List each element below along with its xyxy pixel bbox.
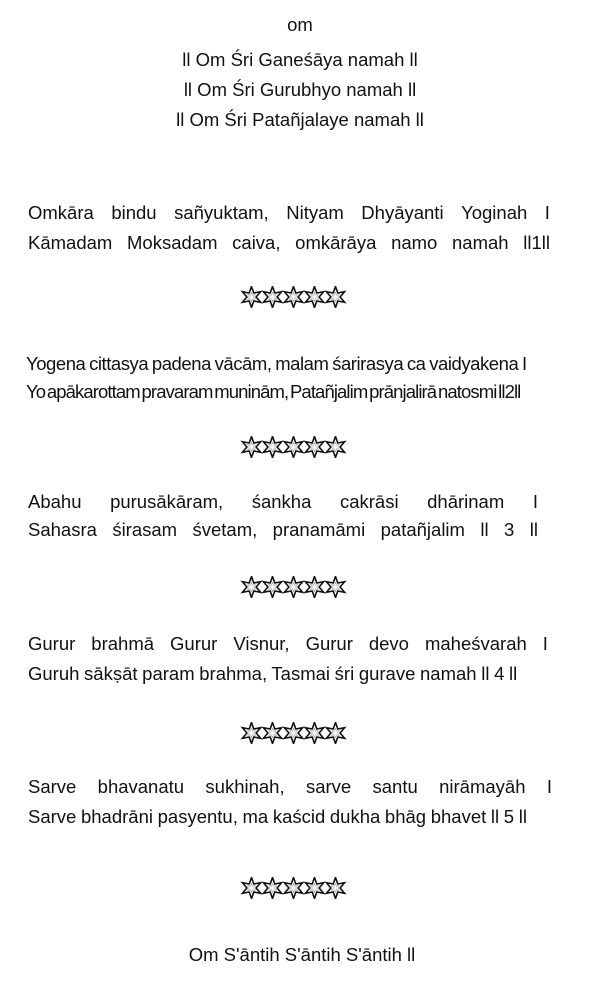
word: 3 bbox=[504, 519, 515, 540]
verse-3-line-1 bbox=[28, 491, 538, 513]
word: omkārāya bbox=[295, 232, 377, 253]
word: Yoginah bbox=[461, 202, 528, 223]
invocation-guru: ll Om Śri Gurubhyo namah ll bbox=[183, 79, 417, 100]
word: sarve bbox=[305, 776, 352, 797]
word: śankha bbox=[251, 491, 312, 512]
verse-5-line-2: Sarve bhadrāni pasyentu, ma kaścid dukha bhāg bhavet ll 5 ll bbox=[28, 806, 527, 827]
invocation-patanjali: ll Om Śri Patañjalaye namah ll bbox=[176, 109, 424, 130]
word: Moksadam bbox=[127, 232, 218, 253]
word: ll1ll bbox=[523, 232, 550, 253]
verse-1-line-1 bbox=[28, 202, 550, 224]
word: śvetam, bbox=[192, 519, 258, 540]
verse-2-line-2: Yo apākarottam pravaram muninām, Patañjalim prānjalirā natosmi ll2ll bbox=[26, 381, 521, 402]
verse-2-line-1: Yogena cittasya padena vācām, malam śarirasya ca vaidyakena I bbox=[26, 353, 527, 374]
word: namah bbox=[452, 232, 509, 253]
word: Sarve bbox=[28, 776, 77, 797]
word: Gurur bbox=[170, 633, 218, 654]
word: namo bbox=[391, 232, 438, 253]
word: Dhyāyanti bbox=[361, 202, 444, 223]
word: purusākāram, bbox=[110, 491, 224, 512]
word: patañjalim bbox=[380, 519, 465, 540]
word: ll bbox=[480, 519, 489, 540]
word: Visnur, bbox=[233, 633, 290, 654]
six-point-star-icon bbox=[240, 877, 347, 899]
word: Sahasra bbox=[28, 519, 97, 540]
word: maheśvarah bbox=[424, 633, 527, 654]
star-divider-icon bbox=[240, 436, 344, 458]
word: santu bbox=[372, 776, 418, 797]
star-divider-icon bbox=[240, 722, 344, 744]
word: sañyuktam, bbox=[174, 202, 269, 223]
six-point-star-icon bbox=[240, 286, 347, 308]
word: Omkāra bbox=[28, 202, 94, 223]
word: dhārinam bbox=[427, 491, 505, 512]
closing-shanti: Om S'āntih S'āntih S'āntih ll bbox=[188, 944, 416, 965]
six-point-star-icon bbox=[240, 436, 347, 458]
star-divider-icon bbox=[240, 576, 344, 598]
star-divider-icon bbox=[240, 877, 344, 899]
word: ll bbox=[529, 519, 538, 540]
word: cakrāsi bbox=[339, 491, 399, 512]
word: I bbox=[544, 202, 550, 223]
word: I bbox=[532, 491, 538, 512]
verse-5-line-1 bbox=[28, 776, 552, 798]
word: Abahu bbox=[28, 491, 82, 512]
star-divider-icon bbox=[240, 286, 344, 308]
six-point-star-icon bbox=[240, 722, 347, 744]
verse-1-line-2 bbox=[28, 232, 550, 254]
six-point-star-icon bbox=[240, 576, 347, 598]
word: Gurur bbox=[305, 633, 353, 654]
word: caiva, bbox=[232, 232, 281, 253]
verse-4-line-1 bbox=[28, 633, 548, 655]
invocation-ganesha: ll Om Śri Ganeśāya namah ll bbox=[182, 49, 418, 70]
word: pranamāmi bbox=[272, 519, 366, 540]
word: bindu bbox=[111, 202, 157, 223]
verse-3-line-2 bbox=[28, 519, 538, 541]
word: devo bbox=[368, 633, 409, 654]
word: Gurur bbox=[28, 633, 76, 654]
word: sukhinah, bbox=[205, 776, 285, 797]
word: Kāmadam bbox=[28, 232, 113, 253]
verse-4-line-2: Guruh sākṣāt param brahma, Tasmai śri gurave namah ll 4 ll bbox=[28, 663, 518, 684]
word: Nityam bbox=[286, 202, 344, 223]
om-heading: om bbox=[287, 14, 313, 35]
word: brahmā bbox=[91, 633, 155, 654]
word: I bbox=[546, 776, 552, 797]
word: bhavanatu bbox=[97, 776, 185, 797]
word: I bbox=[542, 633, 548, 654]
word: śirasam bbox=[112, 519, 178, 540]
word: nirāmayāh bbox=[439, 776, 526, 797]
